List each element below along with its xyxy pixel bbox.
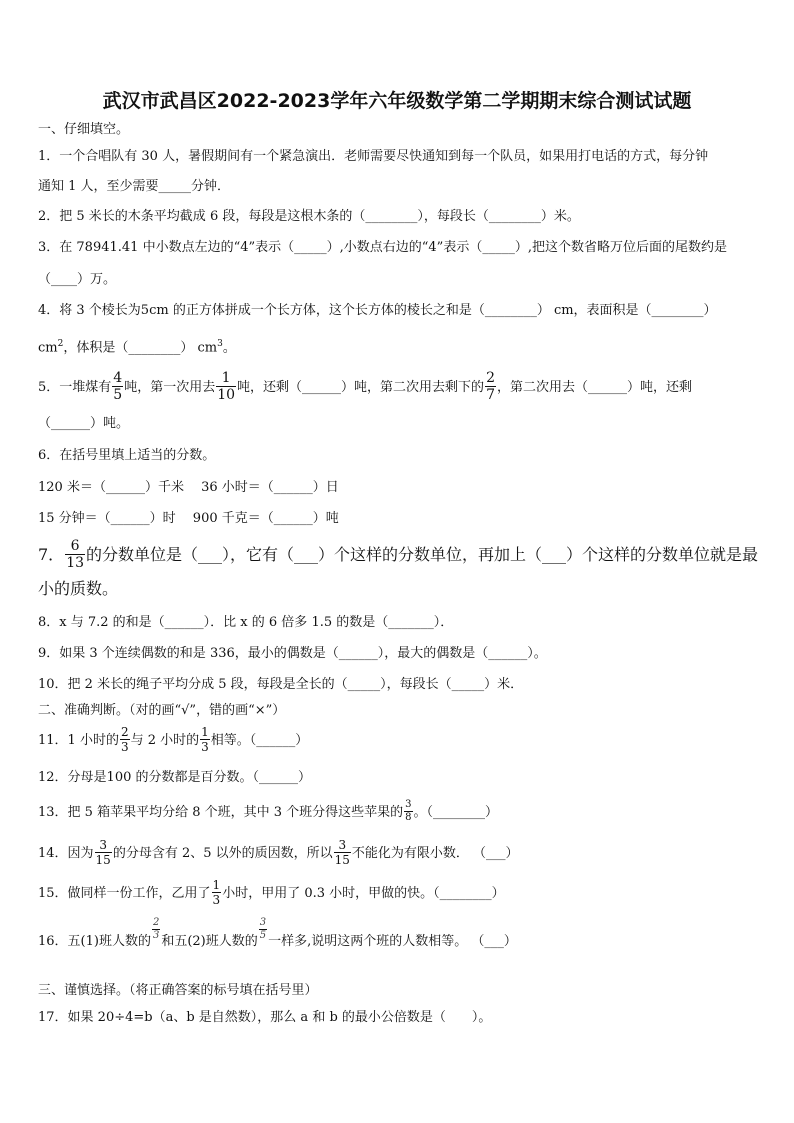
question-5-line-2: （______）吨。 — [38, 416, 130, 431]
fraction-numerator: 2 — [486, 370, 495, 386]
question-7-line-2: 小的质数。 — [38, 579, 119, 598]
fraction-1-3 — [200, 726, 210, 753]
question-1-line-2: 通知 1 人，至少需要_____分钟． — [38, 179, 231, 194]
fraction-denominator: 3 — [120, 740, 129, 754]
q14-text-1: 14．因为 — [38, 846, 94, 861]
fraction-6-13 — [65, 539, 85, 570]
fraction-1-10 — [216, 371, 236, 402]
fraction-numerator: 1 — [212, 878, 221, 892]
q7-text-2: 的分数单位是（___），它有（___）个这样的分数单位，再加上（___）个这样的分数单位就是最 — [86, 545, 759, 564]
q11-text-1: 11．1 小时的 — [38, 733, 119, 748]
fraction-denominator: 15 — [334, 853, 350, 867]
q16-text-2: 和五(2)班人数的 — [161, 934, 258, 949]
fraction-numerator: 3 — [259, 917, 267, 928]
fraction-numerator: 1 — [216, 371, 236, 387]
question-1-line-1: 1．一个合唱队有 30 人，暑假期间有一个紧急演出．老师需要尽快通知到每一个队员，如果用打电话的方式，每分钟 — [38, 149, 709, 164]
question-10: 10．把 2 米长的绳子平均分成 5 段，每段是全长的（_____），每段长（_____）米． — [38, 677, 524, 692]
fraction-denominator: 7 — [486, 387, 495, 403]
fraction-3-15-b — [334, 839, 351, 866]
fraction-2-3-b — [152, 918, 160, 941]
q5-text-3: 吨，还剩（______）吨，第二次用去剩下的 — [237, 380, 485, 395]
question-5-line-1 — [38, 372, 692, 403]
question-4-line-1: 4．将 3 个棱长为5cm 的正方体拼成一个长方体，这个长方体的棱长之和是（________） cm，表面积是（________） — [38, 303, 717, 318]
question-13 — [38, 801, 498, 824]
question-2: 2．把 5 米长的木条平均截成 6 段，每段是这根木条的（________），每段长（________）米。 — [38, 209, 580, 224]
q14-text-2: 的分母含有 2、5 以外的质因数，所以 — [112, 846, 333, 861]
fraction-numerator: 3 — [334, 839, 351, 853]
fraction-1-3-b — [212, 879, 222, 906]
fraction-denominator: 3 — [201, 740, 209, 754]
fraction-3-5 — [259, 918, 267, 941]
question-8: 8．x 与 7.2 的和是（______）．比 x 的 6 倍多 1.5 的数是（_______）． — [38, 615, 454, 630]
fraction-numerator: 2 — [152, 917, 160, 928]
q4-sup-2: 2 — [57, 339, 64, 349]
fraction-2-3 — [120, 726, 130, 753]
fraction-denominator: 8 — [405, 812, 412, 823]
q15-text-1: 15．做同样一份工作，乙用了 — [38, 886, 211, 901]
question-17: 17．如果 20÷4=b（a、b 是自然数），那么 a 和 b 的最小公倍数是（ ）。 — [38, 1010, 492, 1025]
question-15 — [38, 880, 505, 907]
question-14 — [38, 840, 519, 867]
fraction-3-15 — [95, 839, 112, 866]
q13-text-2: 。（________） — [413, 805, 499, 820]
question-6-heading: 6．在括号里填上适当的分数。 — [38, 448, 216, 463]
fraction-denominator: 5 — [113, 387, 123, 403]
question-6-line-1: 120 米＝（______）千米 36 小时＝（______）日 — [38, 480, 339, 495]
section-heading-2: 二、准确判断。（对的画“√”，错的画“×”） — [38, 703, 286, 718]
fraction-numerator: 6 — [65, 539, 85, 555]
fraction-denominator: 15 — [95, 853, 111, 867]
fraction-numerator: 2 — [120, 725, 129, 739]
fraction-numerator: 4 — [113, 370, 123, 386]
question-16 — [38, 917, 517, 953]
section-heading-1: 一、仔细填空。 — [38, 122, 130, 137]
q11-text-2: 与 2 小时的 — [130, 733, 200, 748]
fraction-numerator: 3 — [405, 799, 412, 810]
question-4-line-2 — [38, 340, 236, 354]
q5-text-4: ，第二次用去（______）吨，还剩 — [496, 380, 692, 395]
fraction-3-8 — [404, 800, 412, 823]
question-3-line-2: （____）万。 — [38, 272, 117, 287]
q16-text-3: 一样多,说明这两个班的人数相等。 （___） — [268, 934, 517, 949]
page-title: 武汉市武昌区2022-2023学年六年级数学第二学期期末综合测试试题 — [102, 90, 692, 112]
question-3-line-1: 3．在 78941.41 中小数点左边的“4”表示（_____）,小数点右边的“4”表示（_____）,把这个数省略万位后面的尾数约是 — [38, 240, 727, 255]
fraction-numerator: 1 — [201, 725, 209, 739]
question-7-line-1 — [38, 540, 758, 571]
fraction-numerator: 3 — [95, 839, 112, 853]
q14-text-3: 不能化为有限小数． （___） — [351, 846, 519, 861]
q7-text-1: 7． — [38, 545, 65, 564]
q4-unit-cm: cm — [38, 340, 58, 356]
fraction-denominator: 3 — [212, 893, 221, 907]
fraction-2-7 — [485, 371, 496, 402]
question-11 — [38, 727, 308, 754]
question-9: 9．如果 3 个连续偶数的和是 336，最小的偶数是（______），最大的偶数是（______）。 — [38, 646, 547, 661]
q5-text-2: 吨，第一次用去 — [124, 380, 216, 395]
q5-text-1: 5．一堆煤有 — [38, 380, 112, 395]
fraction-4-5 — [112, 371, 123, 402]
fraction-denominator: 5 — [259, 930, 267, 941]
q16-text-1: 16．五(1)班人数的 — [38, 934, 151, 949]
q4-text-volume: ，体积是（________） cm — [63, 340, 218, 356]
fraction-denominator: 13 — [66, 555, 85, 571]
section-heading-3: 三、谨慎选择。（将正确答案的标号填在括号里） — [38, 983, 318, 998]
q4-sup-3: 3 — [217, 339, 223, 349]
q4-text-end: 。 — [222, 340, 236, 356]
question-6-line-2: 15 分钟＝（______）时 900 千克＝（______）吨 — [38, 511, 339, 526]
q13-text-1: 13．把 5 箱苹果平均分给 8 个班，其中 3 个班分得这些苹果的 — [38, 805, 404, 820]
fraction-denominator: 10 — [217, 387, 236, 403]
question-12: 12．分母是100 的分数都是百分数。（______） — [38, 770, 311, 785]
fraction-denominator: 3 — [152, 930, 160, 941]
q15-text-2: 小时，甲用了 0.3 小时，甲做的快。（________） — [222, 886, 505, 901]
q11-text-3: 相等。（______） — [210, 733, 309, 748]
